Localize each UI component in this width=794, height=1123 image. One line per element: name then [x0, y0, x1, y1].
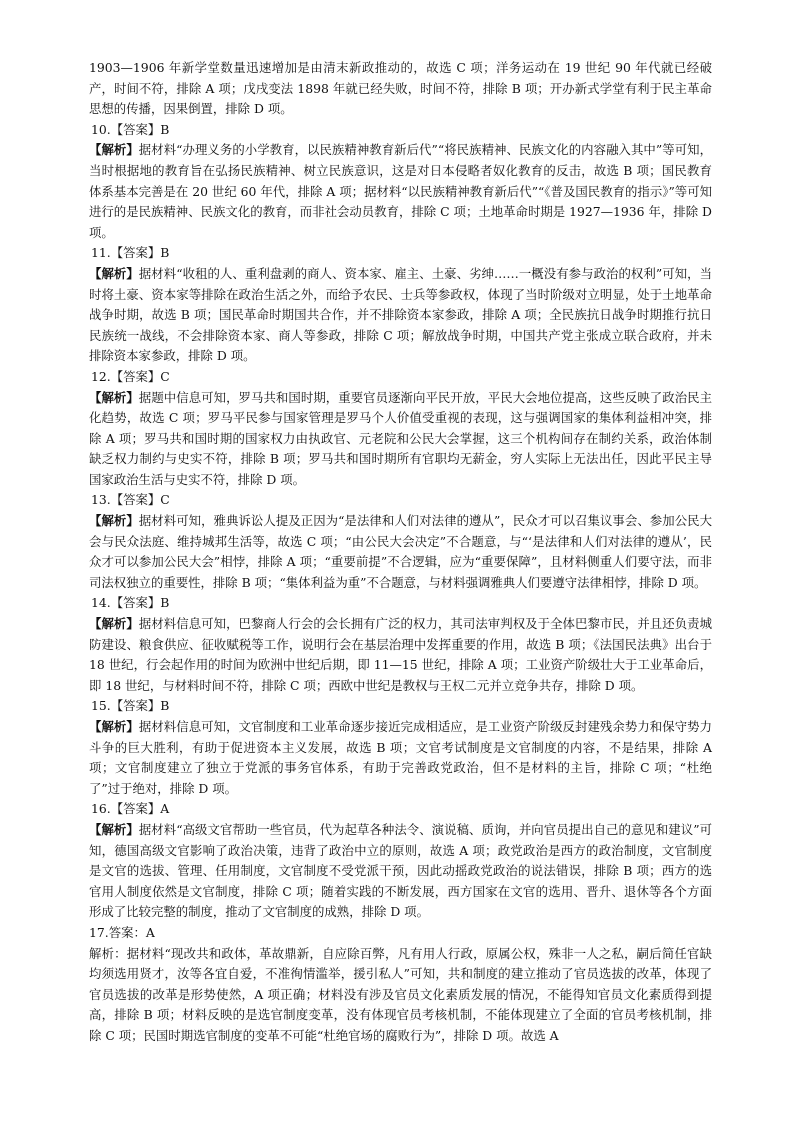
- analysis-text: 据材料“高级文官帮助一些官员，代为起草各种法令、演说稿、质询，并向官员提出自己的意见和建议”可知，德国高级文官影响了政治决策，违背了政治中立的原则，故选 A 项；政党政治是西方的政治制度，文官制度是文官的选拔、管理、任用制度，文官制度不受党派干预，因此动摇政党政治的说法错误，排除 B 项；西方的选官用人制度依然是文官制度，排除 C 项；随着实践的不断发展，西方国家在文官的选用、晋升、退休等各个方面形成了比较完整的制度，推动了文官制度的成熟，排除 D 项。: [89, 821, 713, 920]
- analysis-tag: 【解析】: [89, 265, 139, 281]
- analysis-paragraph: [89, 264, 712, 367]
- analysis-tag: 【解析】: [89, 616, 139, 632]
- analysis-tag: 【解析】: [89, 142, 139, 158]
- item-12: [89, 367, 712, 491]
- analysis-paragraph: [89, 820, 712, 923]
- analysis-tag: 【解析】: [89, 821, 139, 837]
- analysis-text: 据材料信息可知，文官制度和工业革命逐步接近完成相适应，是工业资产阶级反封建残余势力和保守势力斗争的巨大胜利，有助于促进资本主义发展，故选 B 项；文官考试制度是文官制度的内容，不是结果，排除 A 项；文官制度建立了独立于党派的事务官体系，有助于完善政党政治，但不是材料的主旨，排除 C 项；“杜绝了”过于绝对，排除 D 项。: [89, 719, 713, 796]
- intro-paragraph: 1903—1906 年新学堂数量迅速增加是由清末新政推动的，故选 C 项；洋务运动在 19 世纪 90 年代就已经破产，时间不符，排除 A 项；戊戌变法 1898 年就已经失败，时间不符，排除 B 项；开办新式学堂有利于民主革命思想的传播，因果倒置，排除 D 项。: [89, 60, 712, 117]
- answer-line: 11.【答案】B: [91, 245, 170, 261]
- analysis-text: 据题中信息可知，罗马共和国时期，重要官员逐渐向平民开放，平民大会地位提高，这些反映了政治民主化趋势，故选 C 项；罗马平民参与国家管理是罗马个人价值受重视的表现，这与强调国家的集体利益相冲突，排除 A 项；罗马共和国时期的国家权力由执政官、元老院和公民大会掌握，这三个机构间存在制约关系，政治体制缺乏权力制约与史实不符，排除 B 项；罗马共和国时期所有官职均无薪金，穷人实际上无法出任，因此平民主导国家政治生活与史实不符，排除 D 项。: [89, 389, 713, 487]
- analysis-text: 据材料“收租的人、重利盘剥的商人、资本家、雇主、土豪、劣绅……一概没有参与政治的权利”可知，当时将土豪、资本家等排除在政治生活之外，而给予农民、士兵等参政权，体现了当时阶级对立明显，处于土地革命战争时期，故选 B 项；国民革命时期国共合作，并不排除资本家参政，排除 A 项；全民族抗日战争时期推行抗日民族统一战线，不会排除资本家、商人等参政，排除 C 项；解放战争时期，中国共产党主张成立联合政府，并未排除资本家参政，排除 D 项。: [89, 265, 713, 364]
- answer-line: 17.答案：A: [89, 924, 155, 940]
- analysis-text: 据材料“现改共和政体，革故鼎新，自应除百弊，凡有用人行政，原属公权，殊非一人之私，嗣后简任官缺均须选用贤才，汝等各宜自爱，不准徇情滥举，援引私人”可知，共和制度的建立推动了官员选拔的改革，体现了官员选拔的改革是形势使然，A 项正确；材料没有涉及官员文化素质发展的情况，不能得知官员文化素质得到提高，排除 B 项；材料反映的是选官制度变革，没有体现官员考核机制，不能体现建立了全面的官员考核机制，排除 C 项；民国时期选官制度的变革不可能“杜绝官场的腐败行为”，排除 D 项。故选 A: [89, 945, 713, 1043]
- analysis-paragraph: [89, 140, 712, 243]
- item-13: [89, 490, 712, 593]
- analysis-paragraph: [89, 388, 712, 491]
- item-17: [89, 923, 712, 1047]
- analysis-tag: 解析：: [89, 945, 127, 961]
- analysis-paragraph: [89, 944, 712, 1047]
- analysis-text: 据材料信息可知，巴黎商人行会的会长拥有广泛的权力，其司法审判权及于全体巴黎市民，并且还负责城防建设、粮食供应、征收赋税等工作，说明行会在基层治理中发挥重要的作用，故选 B 项；《法国民法典》出台于 18 世纪，行会起作用的时间为欧洲中世纪后期，即 11—15 世纪，排除 A 项；工业资产阶级壮大于工业革命后，即 18 世纪，与材料时间不符，排除 C 项；西欧中世纪是教权与王权二元并立竞争共存，排除 D 项。: [89, 616, 713, 693]
- answer-line: 14.【答案】B: [91, 595, 170, 611]
- analysis-tag: 【解析】: [89, 719, 139, 734]
- item-15: [89, 696, 712, 799]
- item-10: [89, 120, 712, 244]
- answer-line: 16.【答案】A: [91, 801, 170, 817]
- answer-line: 10.【答案】B: [91, 121, 170, 137]
- analysis-paragraph: [89, 717, 712, 799]
- analysis-text: 据材料可知，雅典诉讼人提及正因为“是法律和人们对法律的遵从”，民众才可以召集议事会、参加公民大会与民众法庭、维持城邦生活等，故选 C 项；“由公民大会决定”不合题意，与“‘是法律和人们对法律的遵从’，民众才可以参加公民大会”相悖，排除 A 项；“重要前提”不合逻辑，应为“重要保障”，且材料侧重人们要守法，而非司法权独立的重要性，排除 B 项；“集体利益为重”不合题意，与材料强调雅典人们要遵守法律相悖，排除 D 项。: [89, 513, 713, 590]
- analysis-paragraph: [89, 511, 712, 593]
- analysis-text: 据材料“办理义务的小学教育，以民族精神教育新后代”“将民族精神、民族文化的内容融入其中”等可知，当时根据地的教育旨在弘扬民族精神、树立民族意识，这是对日本侵略者奴化教育的反击，故选 B 项；国民教育体系基本完善是在 20 世纪 60 年代，排除 A 项；据材料“以民族精神教育新后代”“《普及国民教育的指示》”等可知进行的是民族精神、民族文化的教育，而非社会动员教育，排除 C 项；土地革命时期是 1927—1936 年，排除 D 项。: [89, 142, 712, 240]
- item-11: [89, 243, 712, 367]
- answer-line: 15.【答案】B: [91, 698, 170, 714]
- answer-line: 13.【答案】C: [91, 492, 170, 508]
- answer-line: 12.【答案】C: [91, 368, 170, 384]
- item-14: [89, 593, 712, 696]
- analysis-tag: 【解析】: [89, 513, 139, 529]
- analysis-paragraph: [89, 614, 712, 696]
- item-16: [89, 799, 712, 923]
- analysis-tag: 【解析】: [89, 389, 139, 405]
